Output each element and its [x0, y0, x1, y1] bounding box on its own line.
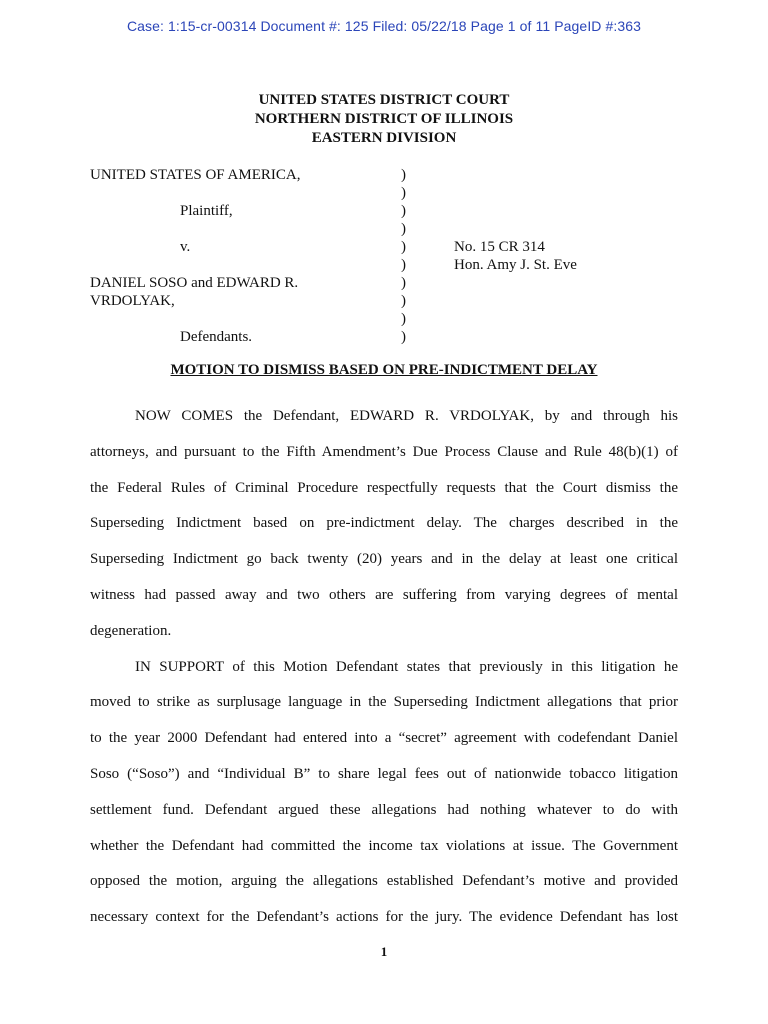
caption-row — [90, 166, 690, 184]
case-header-stamp: Case: 1:15-cr-00314 Document #: 125 Filed: 05/22/18 Page 1 of 11 PageID #:363 — [126, 18, 642, 34]
motion-title: MOTION TO DISMISS BASED ON PRE-INDICTMENT DELAY — [170, 362, 598, 378]
text-line: whether the Defendant had committed the income tax violations at issue. The Government — [90, 837, 678, 854]
judge-name: Hon. Amy J. St. Eve — [454, 257, 577, 273]
court-heading-line-3: EASTERN DIVISION — [311, 130, 457, 146]
text-line: settlement fund. Defendant argued these allegations had nothing whatever to do with — [90, 801, 678, 818]
text-line: Soso (“Soso”) and “Individual B” to share legal fees out of nationwide tobacco litigation — [90, 765, 678, 782]
paragraph-2 — [90, 650, 678, 936]
court-heading-line-1: UNITED STATES DISTRICT COURT — [258, 92, 510, 108]
caption-row — [90, 184, 690, 202]
page-number: 1 — [380, 944, 388, 959]
caption-row — [90, 256, 690, 274]
text-line: degeneration. — [90, 622, 172, 639]
versus-label: v. — [180, 239, 191, 255]
text-line: necessary context for the Defendant’s actions for the jury. The evidence Defendant has lost — [90, 909, 678, 926]
text-line: Superseding Indictment based on pre-indictment delay. The charges described in the — [90, 515, 678, 532]
plaintiff-name: UNITED STATES OF AMERICA, — [90, 167, 301, 183]
caption-row — [90, 274, 690, 292]
text-line: moved to strike as surplusage language in the Superseding Indictment allegations that prior — [90, 694, 678, 711]
text-line: NOW COMES the Defendant, EDWARD R. VRDOLYAK, by and through his — [135, 408, 678, 424]
caption-paren: ) — [401, 203, 406, 219]
caption-row — [90, 220, 690, 238]
plaintiff-role: Plaintiff, — [180, 203, 233, 219]
caption-row — [90, 238, 690, 256]
caption-paren: ) — [401, 167, 406, 183]
caption-paren: ) — [401, 311, 406, 327]
caption-paren: ) — [401, 221, 406, 237]
defendant-name-line-2: VRDOLYAK, — [90, 293, 175, 309]
text-line: Superseding Indictment go back twenty (20) years and in the delay at least one critical — [90, 551, 678, 568]
text-line: witness had passed away and two others are suffering from varying degrees of mental — [90, 586, 678, 603]
text-line: opposed the motion, arguing the allegations established Defendant’s motive and provided — [90, 873, 678, 890]
caption-paren: ) — [401, 257, 406, 273]
text-line: IN SUPPORT of this Motion Defendant states that previously in this litigation he — [135, 658, 678, 675]
defendant-role: Defendants. — [180, 329, 253, 345]
court-heading-line-2: NORTHERN DISTRICT OF ILLINOIS — [254, 111, 514, 127]
text-line: attorneys, and pursuant to the Fifth Amendment’s Due Process Clause and Rule 48(b)(1) of — [90, 443, 678, 460]
case-caption — [90, 166, 690, 346]
caption-paren: ) — [401, 329, 406, 345]
paragraph-1 — [90, 399, 678, 650]
caption-paren: ) — [401, 239, 406, 255]
caption-paren: ) — [401, 275, 406, 291]
caption-paren: ) — [401, 185, 406, 201]
motion-body — [90, 399, 678, 936]
text-line: the Federal Rules of Criminal Procedure respectfully requests that the Court dismiss the — [90, 479, 678, 496]
caption-row — [90, 328, 690, 346]
case-number: No. 15 CR 314 — [454, 239, 545, 255]
caption-paren: ) — [401, 293, 406, 309]
court-heading — [0, 91, 768, 148]
text-line: to the year 2000 Defendant had entered into a “secret” agreement with codefendant Daniel — [90, 730, 678, 747]
caption-row — [90, 310, 690, 328]
defendant-name-line-1: DANIEL SOSO and EDWARD R. — [90, 275, 299, 291]
caption-row — [90, 292, 690, 310]
caption-row — [90, 202, 690, 220]
